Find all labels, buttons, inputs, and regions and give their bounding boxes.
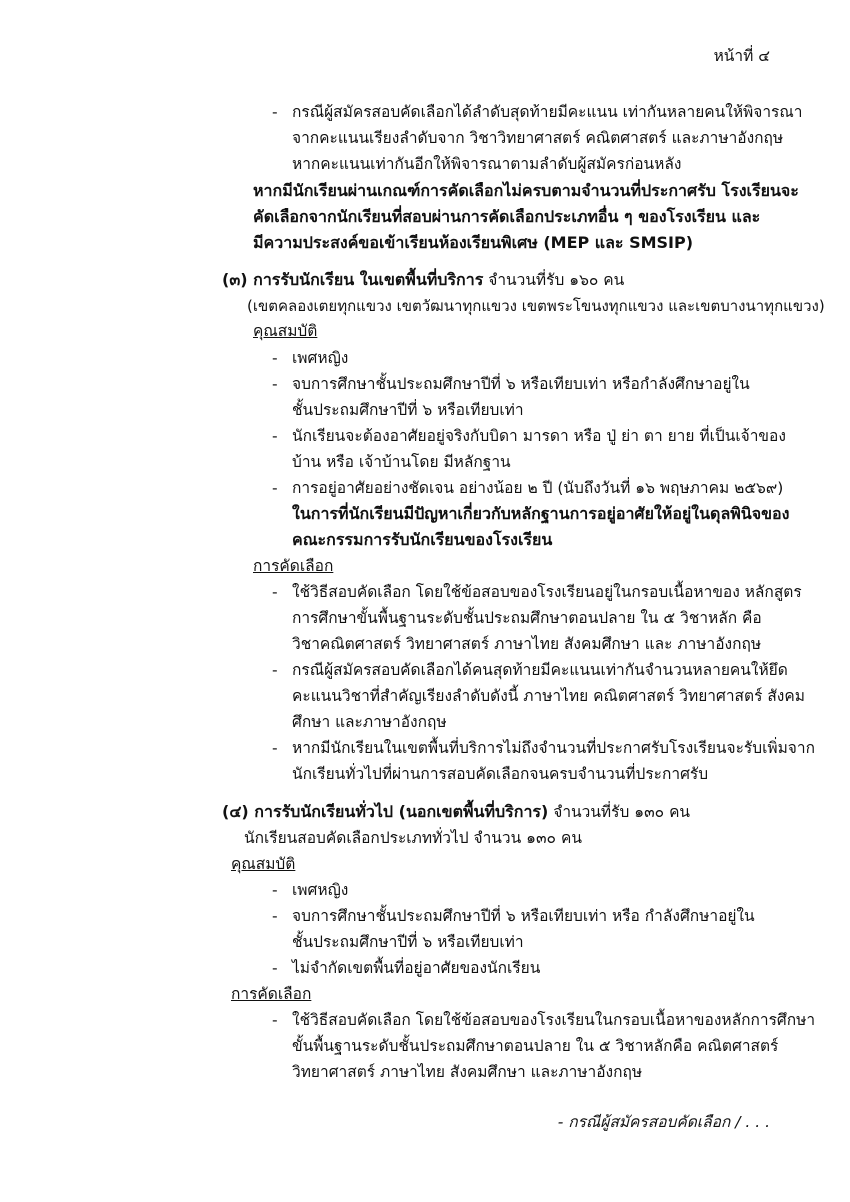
page-number: หน้าที่ ๔ (713, 47, 770, 65)
section3-qual-4: การอยู่อาศัยอย่างชัดเจน อย่างน้อย ๒ ปี (นับถึงวันที่ ๑๖ พฤษภาคม ๒๕๖๙) (292, 479, 784, 497)
section4-heading (222, 800, 690, 824)
section3-qual-3a: นักเรียนจะต้องอาศัยอยู่จริงกับบิดา มารดา หรือ ปู่ ย่า ตา ยาย ที่เป็นเจ้าของ (292, 427, 786, 445)
section3-sel-1a: ใช้วิธีสอบคัดเลือก โดยใช้ข้อสอบของโรงเรียนอยู่ในกรอบเนื้อหาของ หลักสูตร (292, 583, 802, 601)
section3-sel-2a: กรณีผู้สมัครสอบคัดเลือกได้คนสุดท้ายมีคะแนนเท่ากันจำนวนหลายคนให้ยึด (292, 661, 788, 679)
section4-qual-1: เพศหญิง (292, 881, 349, 899)
bullet-dash: - (272, 739, 278, 757)
section3-sel-title: การคัดเลือก (253, 557, 334, 575)
section4-sel-1b: ขั้นพื้นฐานระดับชั้นประถมศึกษาตอนปลาย ใน ๕ วิชาหลักคือ คณิตศาสตร์ (292, 1037, 779, 1055)
block1-bold-line-1: หากมีนักเรียนผ่านเกณฑ์การคัดเลือกไม่ครบตามจำนวนที่ประกาศรับ โรงเรียนจะ (253, 181, 799, 200)
block1-bullet-line-2: จากคะแนนเรียงลำดับจาก วิชาวิทยาศาสตร์ คณิตศาสตร์ และภาษาอังกฤษ (292, 129, 784, 147)
section3-sel-2b: คะแนนวิชาที่สำคัญเรียงลำดับดังนี้ ภาษาไทย คณิตศาสตร์ วิทยาศาสตร์ สังคม (292, 687, 805, 705)
bullet-dash: - (272, 959, 278, 977)
section3-sel-1b: การศึกษาขั้นพื้นฐานระดับชั้นประถมศึกษาตอนปลาย ใน ๕ วิชาหลัก คือ (292, 609, 762, 627)
section4-sel-1a: ใช้วิธีสอบคัดเลือก โดยใช้ข้อสอบของโรงเรียนในกรอบเนื้อหาของหลักการศึกษา (292, 1011, 816, 1029)
section3-qual-2b: ชั้นประถมศึกษาปีที่ ๖ หรือเทียบเท่า (292, 401, 524, 419)
section3-heading-rest: จำนวนที่รับ ๑๖๐ คน (483, 271, 625, 289)
section3-qual-4-bold-a: ในการที่นักเรียนมีปัญหาเกี่ยวกับหลักฐานการอยู่อาศัยให้อยู่ในดุลพินิจของ (292, 504, 790, 523)
bullet-dash: - (272, 661, 278, 679)
block1-bold-line-3: มีความประสงค์ขอเข้าเรียนห้องเรียนพิเศษ (MEP และ SMSIP) (253, 233, 694, 252)
section4-sel-title: การคัดเลือก (231, 985, 312, 1003)
bullet-dash: - (272, 349, 278, 367)
section3-area: (เขตคลองเตยทุกแขวง เขตวัฒนาทุกแขวง เขตพระโขนงทุกแขวง และเขตบางนาทุกแขวง) (247, 297, 825, 315)
section3-qual-3b: บ้าน หรือ เจ้าบ้านโดย มีหลักฐาน (292, 453, 511, 471)
bullet-dash: - (272, 479, 278, 497)
section3-qual-2a: จบการศึกษาชั้นประถมศึกษาปีที่ ๖ หรือเทียบเท่า หรือกำลังศึกษาอยู่ใน (292, 375, 750, 393)
bullet-dash: - (272, 375, 278, 393)
section3-sel-1c: วิชาคณิตศาสตร์ วิทยาศาสตร์ ภาษาไทย สังคมศึกษา และ ภาษาอังกฤษ (292, 635, 762, 653)
bullet-dash: - (272, 583, 278, 601)
section3-qual-1: เพศหญิง (292, 349, 349, 367)
bullet-dash: - (272, 103, 278, 121)
section3-qual-title: คุณสมบัติ (253, 322, 318, 340)
bullet-dash: - (272, 881, 278, 899)
section3-heading-bold: (๓) การรับนักเรียน ในเขตพื้นที่บริการ (222, 270, 484, 289)
section3-sel-3b: นักเรียนทั่วไปที่ผ่านการสอบคัดเลือกจนครบจำนวนที่ประกาศรับ (292, 765, 709, 783)
section3-sel-3a: หากมีนักเรียนในเขตพื้นที่บริการไม่ถึงจำนวนที่ประกาศรับโรงเรียนจะรับเพิ่มจาก (292, 739, 815, 757)
section3-sel-2c: ศึกษา และภาษาอังกฤษ (292, 713, 447, 731)
block1-bullet-line-1: กรณีผู้สมัครสอบคัดเลือกได้ลำดับสุดท้ายมีคะแนน เท่ากันหลายคนให้พิจารณา (292, 103, 803, 121)
block1-bullet-line-3: หากคะแนนเท่ากันอีกให้พิจารณาตามลำดับผู้สมัครก่อนหลัง (292, 155, 682, 173)
section4-qual-title: คุณสมบัติ (231, 855, 296, 873)
section3-qual-4-bold-b: คณะกรรมการรับนักเรียนของโรงเรียน (292, 530, 553, 549)
section3-heading (222, 268, 624, 292)
block1-bold-line-2: คัดเลือกจากนักเรียนที่สอบผ่านการคัดเลือกประเภทอื่น ๆ ของโรงเรียน และ (253, 207, 761, 226)
section4-heading-rest: จำนวนที่รับ ๑๓๐ คน (548, 803, 691, 821)
section4-heading-bold: (๔) การรับนักเรียนทั่วไป (นอกเขตพื้นที่บริการ) (222, 802, 549, 821)
section4-qual-2a: จบการศึกษาชั้นประถมศึกษาปีที่ ๖ หรือเทียบเท่า หรือ กำลังศึกษาอยู่ใน (292, 907, 755, 925)
footer-continuation: - กรณีผู้สมัครสอบคัดเลือก / . . . (557, 1113, 770, 1131)
section4-qual-3: ไม่จำกัดเขตพื้นที่อยู่อาศัยของนักเรียน (292, 959, 541, 977)
bullet-dash: - (272, 1011, 278, 1029)
bullet-dash: - (272, 907, 278, 925)
section4-sel-1c: วิทยาศาสตร์ ภาษาไทย สังคมศึกษา และภาษาอังกฤษ (292, 1063, 643, 1081)
bullet-dash: - (272, 427, 278, 445)
section4-sub: นักเรียนสอบคัดเลือกประเภททั่วไป จำนวน ๑๓๐ คน (244, 829, 582, 847)
section4-qual-2b: ชั้นประถมศึกษาปีที่ ๖ หรือเทียบเท่า (292, 933, 524, 951)
